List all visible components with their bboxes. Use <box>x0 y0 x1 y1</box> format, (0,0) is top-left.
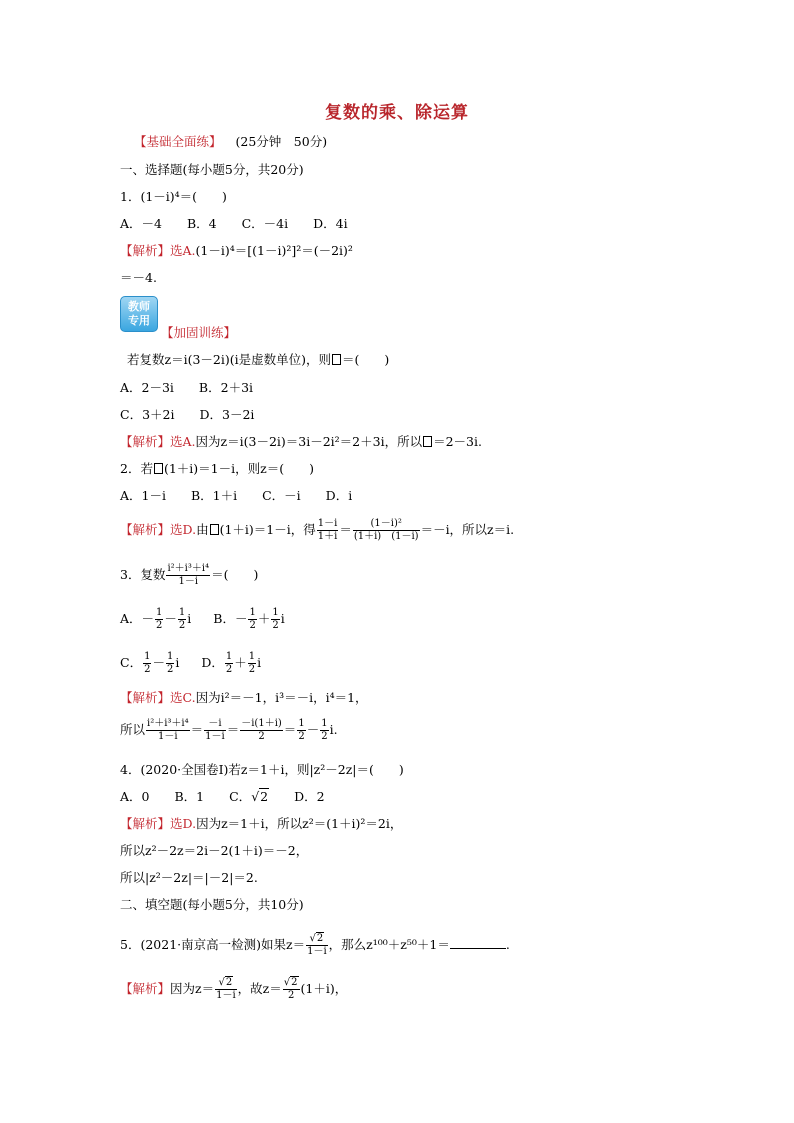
q3-g1 <box>146 718 190 743</box>
frac-half <box>271 607 279 632</box>
consolidate-tag-text: 【加固训练】 <box>161 325 237 340</box>
q4-options: A．0 B．1 C．√2 D．2 <box>120 789 325 804</box>
frac-num: 1 <box>248 651 256 662</box>
analysis-tag: 【解析】 <box>120 522 171 537</box>
answer-blank[interactable] <box>450 937 506 949</box>
q5-ans-frac2 <box>283 977 300 1002</box>
consolidate-answer-b: ＝2－3i. <box>433 434 482 449</box>
q1-answer-text: (1－i)⁴＝[(1－i)²]²＝(－2i)² <box>195 243 353 258</box>
frac-den: 2 <box>321 731 328 742</box>
consolidate-answer-a: 因为z＝i(3－2i)＝3i－2i²＝2＋3i，所以 <box>195 434 423 449</box>
frac-half <box>248 607 256 632</box>
consolidate-answer <box>120 434 482 450</box>
minus-sign: － <box>306 722 320 737</box>
q5-stem <box>120 928 510 962</box>
q2-frac-1-den: 1＋i <box>317 531 338 542</box>
q5-ans-frac2-num: √2 <box>283 977 298 988</box>
frac-den: 2 <box>166 664 174 675</box>
imag-unit: i <box>175 655 180 670</box>
q1-answer-cont: ＝－4. <box>120 270 157 285</box>
q4-answer-text: 因为z＝1＋i，所以z²＝(1＋i)²＝2i， <box>196 816 403 831</box>
consolidate-opt1: A．2－3i B．2＋3i <box>120 380 254 395</box>
consolidate-stem <box>127 352 389 368</box>
q5-answer-a: 因为z＝ <box>170 981 215 996</box>
consolidate-stem-a: 若复数z＝i(3－2i)(i是虚数单位)，则 <box>127 352 331 367</box>
frac-half <box>155 607 163 632</box>
q3-stem-frac-num: i²＋i³＋i⁴ <box>167 563 210 574</box>
imag-unit: i <box>187 611 192 626</box>
q5-ans-frac <box>215 977 237 1002</box>
q3-g2-num: －i <box>204 718 226 731</box>
q3-opt-a-mid: － <box>164 611 177 626</box>
frac-num: 1 <box>166 651 174 662</box>
frac-den: 2 <box>225 664 233 675</box>
q5-ans-sqrt: 2 <box>225 977 233 988</box>
q3-opt-d-label: D． <box>201 655 224 670</box>
badge-bottom: 专用 <box>128 314 150 327</box>
frac-den: 2 <box>298 731 305 742</box>
conjugate-box-icon <box>210 524 219 535</box>
q3-answer <box>120 690 368 706</box>
imag-unit: i <box>257 655 262 670</box>
frac-den: 2 <box>272 620 279 631</box>
eq-sign: ＝ <box>283 722 297 737</box>
frac-half <box>248 651 256 676</box>
q1-answer <box>120 243 353 259</box>
q5-ans-frac-num: √2 <box>215 977 237 990</box>
q5-frac-den: 1－i <box>307 946 327 957</box>
q4-answer-line3: 所以|z²－2z|＝|－2|＝2. <box>120 870 258 885</box>
q5-answer-b: ，故z＝ <box>237 981 282 996</box>
q5-frac <box>306 933 328 958</box>
q1-answer-choice: 选A. <box>170 243 196 258</box>
part1-heading: 一、选择题(每小题5分，共20分) <box>120 162 304 177</box>
q2-frac-1 <box>317 518 339 543</box>
q3-g1-num: i²＋i³＋i⁴ <box>147 718 189 729</box>
page-title: 复数的乘、除运算 <box>325 103 469 123</box>
q2-answer-choice: 选D. <box>170 522 197 537</box>
q1-options: A．－4 B．4 C．－4i D．4i <box>120 216 348 231</box>
frac-half <box>297 718 305 743</box>
q3-stem-a: 3．复数 <box>120 567 166 582</box>
frac-half <box>225 651 233 676</box>
q3-opt-b-label: B．－ <box>213 611 248 626</box>
q5-answer-c: (1＋i)， <box>300 981 348 996</box>
frac-den: 2 <box>178 620 186 631</box>
q3-answer-choice: 选C. <box>170 690 196 705</box>
q3-g3-den: 2 <box>258 731 265 742</box>
q2-answer-end: ＝－i，所以z＝i. <box>420 522 515 537</box>
q2-answer-a: 由 <box>196 522 209 537</box>
q3-g2 <box>204 718 226 743</box>
consolidate-answer-choice: 选A. <box>170 434 196 449</box>
frac-half <box>178 607 186 632</box>
q4-answer-choice: 选D. <box>170 816 197 831</box>
frac-num: 1 <box>225 651 233 662</box>
q3-g1-den: 1－i <box>158 731 178 742</box>
frac-half <box>143 651 151 676</box>
frac-den: 2 <box>248 664 256 675</box>
section-info: (25分钟 50分) <box>235 134 328 149</box>
q2-options: A．1－i B．1＋i C．－i D．i <box>120 488 353 503</box>
q3-options-cd <box>120 648 261 678</box>
frac-num: 1 <box>321 718 328 729</box>
imag-unit: i <box>280 611 285 626</box>
teacher-badge <box>120 296 158 332</box>
badge-top: 教师 <box>128 300 150 313</box>
q5-sqrt-value: 2 <box>316 933 324 944</box>
q5-ans-sqrt2: 2 <box>291 977 298 988</box>
analysis-tag: 【解析】 <box>120 981 171 996</box>
q4-opt-a: A．0 B．1 C． <box>120 789 252 804</box>
q3-g3 <box>240 718 283 743</box>
q4-opt-b: D．2 <box>269 789 325 804</box>
conjugate-box-icon <box>423 436 432 447</box>
analysis-tag: 【解析】 <box>120 690 171 705</box>
q3-stem-frac <box>166 563 210 588</box>
q3-so: 所以 <box>120 722 146 737</box>
q2-frac-2-num: (1－i)² <box>353 518 420 531</box>
part2-heading: 二、填空题(每小题5分，共10分) <box>120 897 304 912</box>
frac-den: 2 <box>249 620 256 631</box>
q2-frac-2-den: (1＋i) (1－i) <box>353 531 419 542</box>
q3-end: i. <box>329 722 338 737</box>
section-header <box>134 134 327 150</box>
q3-answer-derivation <box>120 714 338 746</box>
q2-frac-1-num: 1－i <box>317 518 338 529</box>
q2-stem <box>120 461 314 477</box>
frac-half <box>166 651 174 676</box>
q3-stem <box>120 560 258 590</box>
frac-num: 1 <box>272 607 279 618</box>
q5-frac-num: √2 <box>306 933 328 946</box>
consolidate-tag <box>161 325 236 341</box>
q3-g3-num: －i(1＋i) <box>241 718 282 729</box>
analysis-tag: 【解析】 <box>120 434 171 449</box>
eq-sign: ＝ <box>226 722 240 737</box>
q1-stem: 1．(1－i)⁴＝( ) <box>120 189 227 204</box>
q2-answer-b: (1＋i)＝1－i，得 <box>219 522 316 537</box>
q5-stem-end: . <box>505 937 510 952</box>
q2-stem-a: 2．若 <box>120 461 153 476</box>
q3-opt-a-label: A．－ <box>120 611 155 626</box>
q3-g2-den: 1－i <box>205 731 225 742</box>
consolidate-stem-b: ＝( ) <box>342 352 390 367</box>
analysis-tag: 【解析】 <box>120 243 171 258</box>
frac-num: 1 <box>144 651 151 662</box>
eq-sign: ＝ <box>190 722 204 737</box>
consolidate-opt2: C．3＋2i D．3－2i <box>120 407 255 422</box>
conjugate-box-icon <box>154 463 163 474</box>
q4-sqrt-value: 2 <box>260 789 269 804</box>
q3-stem-b: ＝( ) <box>211 567 259 582</box>
q3-stem-frac-den: 1－i <box>178 576 199 587</box>
q3-opt-c-mid: － <box>152 655 165 670</box>
q3-answer-text: 因为i²＝－1，i³＝－i，i⁴＝1， <box>195 690 368 705</box>
frac-num: 1 <box>156 607 163 618</box>
q4-answer-line2: 所以z²－2z＝2i－2(1＋i)＝－2， <box>120 843 309 858</box>
q4-answer <box>120 816 402 832</box>
frac-den: 2 <box>144 664 151 675</box>
q2-frac-2 <box>353 518 420 543</box>
q3-opt-c-label: C． <box>120 655 143 670</box>
q3-options-ab <box>120 604 285 634</box>
q5-stem-a: 5．(2021·南京高一检测)如果z＝ <box>120 937 306 952</box>
frac-half <box>320 718 328 743</box>
analysis-tag: 【解析】 <box>120 816 171 831</box>
q3-opt-b-mid: ＋ <box>257 611 271 626</box>
q5-stem-b: ，那么z¹⁰⁰＋z⁵⁰＋1＝ <box>328 937 450 952</box>
section-tag: 【基础全面练】 <box>134 134 222 149</box>
frac-num: 1 <box>178 607 186 618</box>
q5-ans-frac-den: 1－i <box>216 990 236 1001</box>
frac-num: 1 <box>298 718 305 729</box>
q5-answer <box>120 972 347 1006</box>
q2-stem-b: (1＋i)＝1－i，则z＝( ) <box>163 461 314 476</box>
q2-answer: 【解析】选D.由 (1＋i)＝1－i，得 $\frac{1-i}{1+i}$ ＝ $\frac{\text{(1－i)²}}{(1+i) (1-i)}$ ＝－i，所以z＝i. <box>120 518 515 542</box>
q5-ans-frac2-den: 2 <box>287 990 295 1001</box>
frac-num: 1 <box>249 607 256 618</box>
q3-opt-d-mid: ＋ <box>234 655 247 670</box>
conjugate-box-icon <box>332 354 341 365</box>
frac-den: 2 <box>156 620 163 631</box>
q4-stem: 4．(2020·全国卷Ⅰ)若z＝1＋i，则|z²－2z|＝( ) <box>120 762 404 777</box>
